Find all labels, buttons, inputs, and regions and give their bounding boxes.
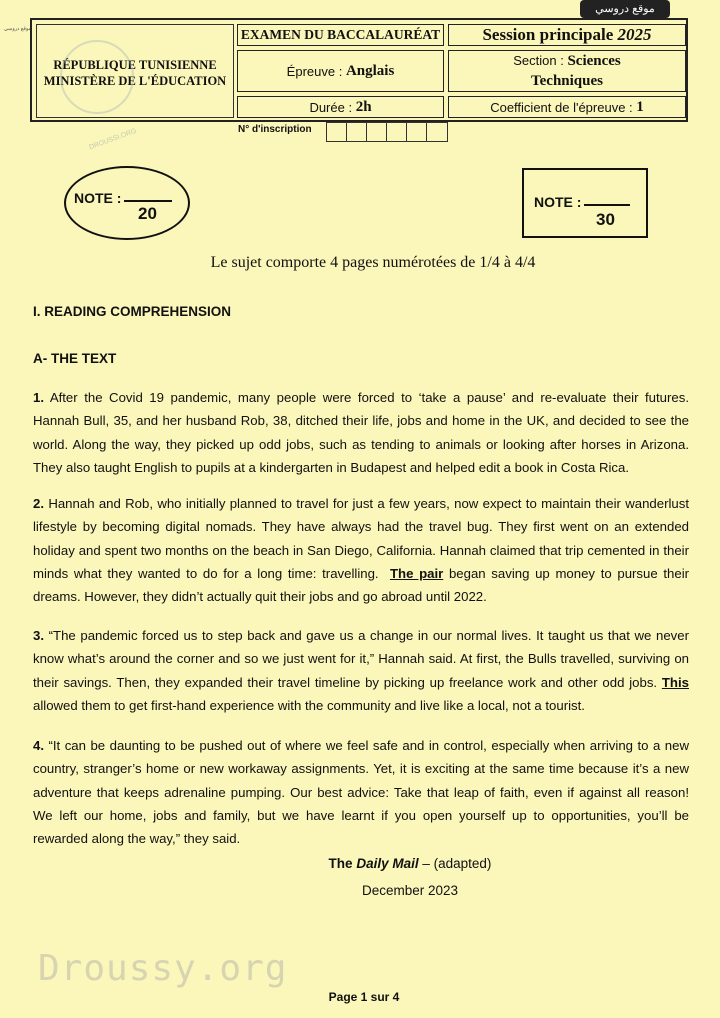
epreuve-cell: [237, 50, 444, 92]
subsection-title: A- THE TEXT: [33, 351, 117, 366]
text-line: holiday and spent two months on the beach in San Diego, California. Hannah claimed that trip cemented in their: [33, 542, 689, 558]
text-line: world. Along the way, they picked up odd jobs, such as tending to animals or looking after horses in Arizona.: [33, 436, 689, 452]
seal-text: DROUSSI.ORG: [88, 127, 138, 152]
text-line: Hannah Bull, 35, and her husband Rob, 38, ditched their life, jobs and home in the UK, and decided to see the: [33, 413, 689, 429]
text-line: After the Covid 19 pandemic, many people were forced to ‘take a pause’ and re-evaluate their futures.: [49, 390, 689, 405]
page-number: Page 1 sur 4: [328, 990, 400, 1004]
paragraph-number: 3.: [33, 628, 44, 643]
inscription-boxes[interactable]: [326, 122, 448, 142]
note-30-box: [522, 168, 648, 238]
text-line: rewarded along the way,” they said.: [33, 831, 241, 847]
site-badge: موقع دروسي: [580, 0, 670, 18]
tiny-site-text: موقع دروسي: [4, 26, 32, 32]
text-line: know what’s around the corner and so we just went for it,” Hannah said. At first, the Bulls travelled, surviving on: [33, 651, 689, 667]
note-label: NOTE :: [534, 194, 582, 210]
inscription-box[interactable]: [407, 123, 427, 141]
paragraph-1: [33, 386, 689, 479]
session-year: 2025: [617, 25, 652, 44]
section-title: I. READING COMPREHENSION: [33, 304, 232, 319]
paragraph-3: [33, 624, 689, 717]
text-line: country, stranger’s home or new workaway assignments. Yet, it is exciting at the same time because it’s a new: [33, 761, 689, 777]
paragraph-number: 2.: [33, 496, 44, 511]
watermark: Droussy.org: [38, 948, 288, 989]
paragraph-2: [33, 492, 689, 608]
exam-title-cell: [237, 24, 444, 46]
inscription-box[interactable]: [327, 123, 347, 141]
section-value-1: Sciences: [567, 53, 621, 69]
note-20-ellipse: [64, 166, 190, 240]
text-line: their savings. Then, they expanded their travel timeline by picking up freelance work and other odd jobs.: [33, 674, 658, 690]
session-cell: [448, 24, 686, 46]
text-line: We left our home, jobs and family, but we have learnt if you open yourself up to opportunities, you’ll be: [33, 807, 689, 823]
paragraph-number: 4.: [33, 738, 44, 753]
exam-title: EXAMEN DU BACCALAURÉAT: [240, 27, 441, 42]
epreuve-label: Épreuve :: [286, 63, 343, 79]
section-value-2: Techniques: [531, 73, 603, 89]
inscription-label: N° d'inscription: [238, 124, 312, 135]
source-citation: [0, 856, 720, 871]
source-paper: Daily Mail: [356, 856, 419, 871]
note-value: 20: [138, 204, 157, 223]
duree-label: Durée :: [309, 99, 353, 115]
duree-value: 2h: [355, 98, 372, 115]
text-line: dreams. However, they didn’t actually quit their jobs and go abroad until 2022.: [33, 589, 487, 605]
source-date: December 2023: [361, 883, 459, 898]
section-label: Section :: [513, 53, 564, 68]
text-line: lifestyle by becoming digital nomads. They have always had the travel bug. They first went on an extended: [33, 519, 689, 535]
text-line: “The pandemic forced us to step back and gave us a change in our normal lives. It taught us that we never: [48, 628, 690, 643]
text-line: began saving up money to pursue their: [448, 565, 690, 581]
coef-label: Coefficient de l'épreuve :: [490, 99, 633, 115]
paragraph-4: [33, 734, 689, 850]
inscription-box[interactable]: [367, 123, 387, 141]
underlined-reference: This: [661, 674, 689, 690]
paragraph-number: 1.: [33, 390, 44, 405]
note-line: [124, 200, 172, 202]
note-line: [584, 204, 630, 206]
source-adapted: – (adapted): [422, 856, 492, 871]
text-line: adventure that keeps adrenaline pumping. Our best advice: Take that leap of faith, even if against all reason!: [33, 784, 689, 800]
text-line: “It can be daunting to be pushed out of where we feel safe and in control, especially when arriving to a new: [48, 738, 689, 753]
source-the: The: [328, 856, 353, 871]
inscription-box[interactable]: [427, 123, 447, 141]
ministry-line: MINISTÈRE DE L'ÉDUCATION: [43, 74, 227, 88]
coef-value: 1: [636, 98, 644, 115]
underlined-reference: The pair: [389, 565, 444, 581]
note-label: NOTE :: [74, 190, 122, 206]
subject-pages-line: Le sujet comporte 4 pages numérotées de 1/4 à 4/4: [210, 254, 536, 271]
inscription-box[interactable]: [347, 123, 367, 141]
republic-line: RÉPUBLIQUE TUNISIENNE: [53, 58, 217, 72]
section-cell: [448, 50, 686, 92]
text-line: allowed them to get first-hand experience with the community and live like a local, not a tourist.: [33, 697, 585, 713]
epreuve-value: Anglais: [345, 62, 395, 79]
text-line: They also taught English to pupils at a kindergarten in Budapest and helped edit a book in Costa Rica.: [33, 459, 630, 475]
session-prefix: Session principale: [482, 25, 614, 44]
inscription-box[interactable]: [387, 123, 407, 141]
duree-cell: [237, 96, 444, 118]
text-line: minds what they wanted to do for a long time: travelling.: [33, 565, 379, 581]
text-line: Hannah and Rob, who initially planned to travel for just a few years, now expect to maintain their wanderlust: [48, 496, 690, 511]
ministry-seal-icon: [60, 40, 134, 114]
note-value: 30: [596, 210, 615, 229]
coefficient-cell: [448, 96, 686, 118]
